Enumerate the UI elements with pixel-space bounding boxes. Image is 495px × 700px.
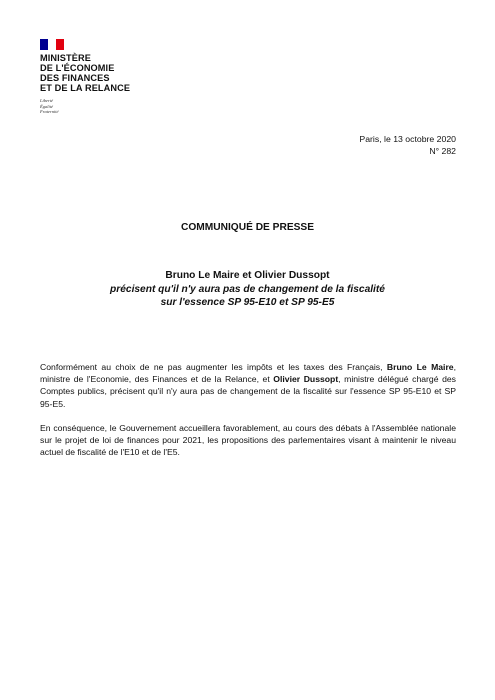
- place-date-block: [359, 133, 456, 157]
- person-name: Bruno Le Maire: [386, 362, 454, 372]
- ministry-name-line: MINISTÈRE: [40, 53, 91, 63]
- ministry-name: [40, 53, 160, 93]
- person-name: Olivier Dussopt: [273, 374, 339, 385]
- motto-line: Fraternité: [40, 109, 59, 114]
- paragraph-text: , ministre délégué chargé des Comptes publics, précisent qu'il n'y aura pas de changement de la fiscalité sur l'essence SP 95-E10 et SP 95-E5.: [40, 374, 456, 409]
- motto-line: Égalité: [40, 103, 53, 109]
- flag-white-stripe: [48, 39, 56, 50]
- flag-blue-stripe: [40, 39, 48, 50]
- body-paragraph-1: [40, 361, 456, 410]
- title-line: précisent qu'il n'y aura pas de changement de la fiscalité: [110, 283, 385, 295]
- ministry-name-line: DE L'ÉCONOMIE: [40, 63, 115, 73]
- french-flag-icon: [40, 39, 64, 50]
- title-line: sur l'essence SP 95-E10 et SP 95-E5: [160, 297, 335, 308]
- paragraph-text: , ministre de l'Economie, des Finances et de la Relance, et: [40, 362, 457, 385]
- republic-motto: [40, 98, 160, 115]
- body-paragraph-2: En conséquence, le Gouvernement accueillera favorablement, au cours des débats à l'Assemblée nationale sur le projet de loi de finances pour 2021, les propositions des parlementaires visant à maintenir le niveau actuel de fiscalité de l'E10 et de l'E5.: [40, 423, 456, 458]
- paragraph-text: Conformément au choix de ne pas augmenter les impôts et les taxes des Français,: [40, 362, 383, 372]
- title-line: Bruno Le Maire et Olivier Dussopt: [165, 270, 330, 281]
- flag-red-stripe: [56, 39, 64, 50]
- ministry-name-line: ET DE LA RELANCE: [40, 83, 131, 93]
- press-release-title: [0, 269, 495, 310]
- release-number: N° 282: [429, 146, 456, 156]
- ministry-logo: [40, 39, 160, 115]
- document-type-heading: COMMUNIQUÉ DE PRESSE: [180, 222, 315, 233]
- motto-line: Liberté: [40, 98, 53, 103]
- place-date: Paris, le 13 octobre 2020: [359, 134, 456, 144]
- ministry-name-line: DES FINANCES: [40, 73, 110, 83]
